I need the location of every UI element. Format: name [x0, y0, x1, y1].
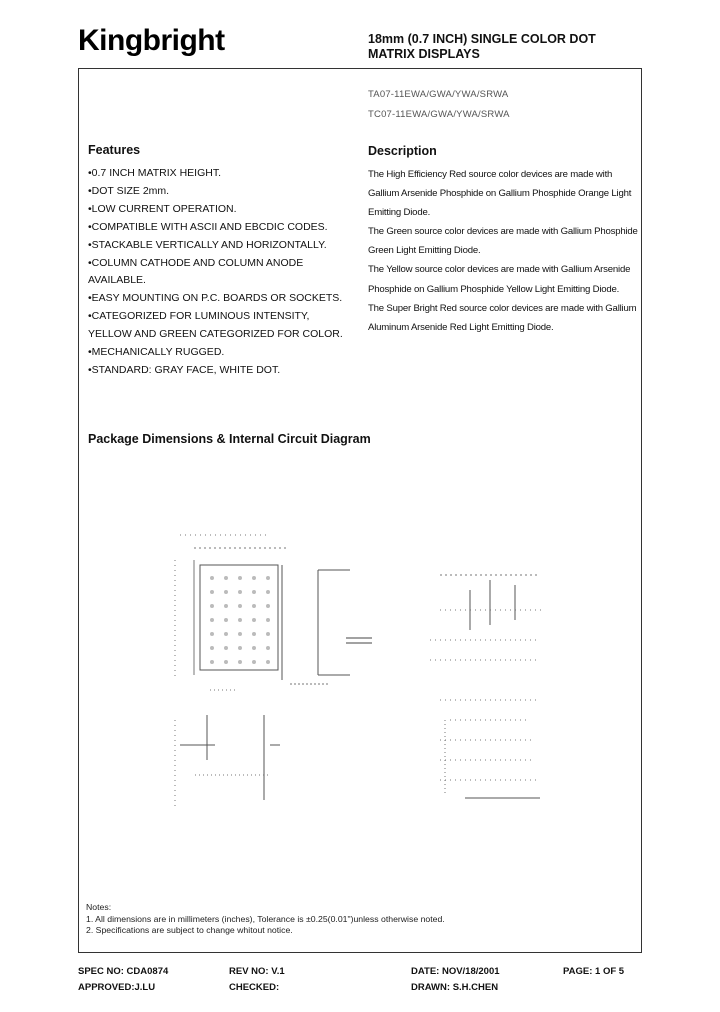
- title-line-1: 18mm (0.7 INCH) SINGLE COLOR DOT: [368, 32, 596, 46]
- list-item: •CATEGORIZED FOR LUMINOUS INTENSITY,: [88, 310, 310, 323]
- description-line: The Green source color devices are made with Gallium Phosphide: [368, 226, 638, 238]
- list-item: •STACKABLE VERTICALLY AND HORIZONTALLY.: [88, 238, 327, 251]
- list-item: •LOW CURRENT OPERATION.: [88, 202, 237, 215]
- description-line: Green Light Emitting Diode.: [368, 245, 481, 257]
- list-item: •STANDARD: GRAY FACE, WHITE DOT.: [88, 363, 281, 376]
- part-number-1: TA07-11EWA/GWA/YWA/SRWA: [368, 89, 509, 100]
- notes: [86, 902, 445, 937]
- note-1: 1. All dimensions are in millimeters (inches), Tolerance is ±0.25(0.01")unless otherwise noted.: [86, 913, 445, 924]
- brand-logo: Kingbright: [78, 24, 225, 57]
- description-line: The Yellow source color devices are made with Gallium Arsenide: [368, 264, 631, 276]
- list-item: •COLUMN CATHODE AND COLUMN ANODE: [88, 256, 304, 269]
- description-line: Phosphide on Gallium Phosphide Yellow Light Emitting Diode.: [368, 283, 620, 295]
- approved-by: APPROVED:J.LU: [78, 982, 156, 993]
- description-line: Gallium Arsenide Phosphide on Gallium Phosphide Orange Light: [368, 188, 632, 200]
- list-item: AVAILABLE.: [88, 274, 146, 287]
- note-2: 2. Specifications are subject to change whitout notice.: [86, 925, 293, 935]
- description-heading: Description: [368, 144, 437, 158]
- list-item: •EASY MOUNTING ON P.C. BOARDS OR SOCKETS.: [88, 292, 343, 305]
- notes-heading: Notes:: [86, 902, 112, 912]
- spec-number: SPEC NO: CDA0874: [78, 966, 169, 977]
- description-line: The Super Bright Red source color devices are made with Gallium: [368, 302, 637, 314]
- part-number-2: TC07-11EWA/GWA/YWA/SRWA: [368, 109, 510, 120]
- document-date: DATE: NOV/18/2001: [411, 966, 500, 977]
- drawn-by: DRAWN: S.H.CHEN: [411, 982, 499, 993]
- list-item: YELLOW AND GREEN CATEGORIZED FOR COLOR.: [88, 328, 343, 341]
- package-heading: Package Dimensions & Internal Circuit Diagram: [88, 432, 371, 446]
- checked-by: CHECKED:: [229, 982, 280, 993]
- description-line: Aluminum Arsenide Red Light Emitting Diode.: [368, 321, 554, 333]
- list-item: •DOT SIZE 2mm.: [88, 184, 170, 197]
- description-line: The High Efficiency Red source color devices are made with: [368, 169, 613, 180]
- list-item: •MECHANICALLY RUGGED.: [88, 346, 225, 359]
- list-item: •0.7 INCH MATRIX HEIGHT.: [88, 167, 221, 179]
- features-heading: Features: [88, 143, 141, 157]
- list-item: •COMPATIBLE WITH ASCII AND EBCDIC CODES.: [88, 220, 328, 233]
- title-line-2: MATRIX DISPLAYS: [368, 47, 480, 61]
- description-line: Emitting Diode.: [368, 207, 431, 219]
- page-number: PAGE: 1 OF 5: [563, 966, 625, 977]
- revision-number: REV NO: V.1: [229, 966, 285, 977]
